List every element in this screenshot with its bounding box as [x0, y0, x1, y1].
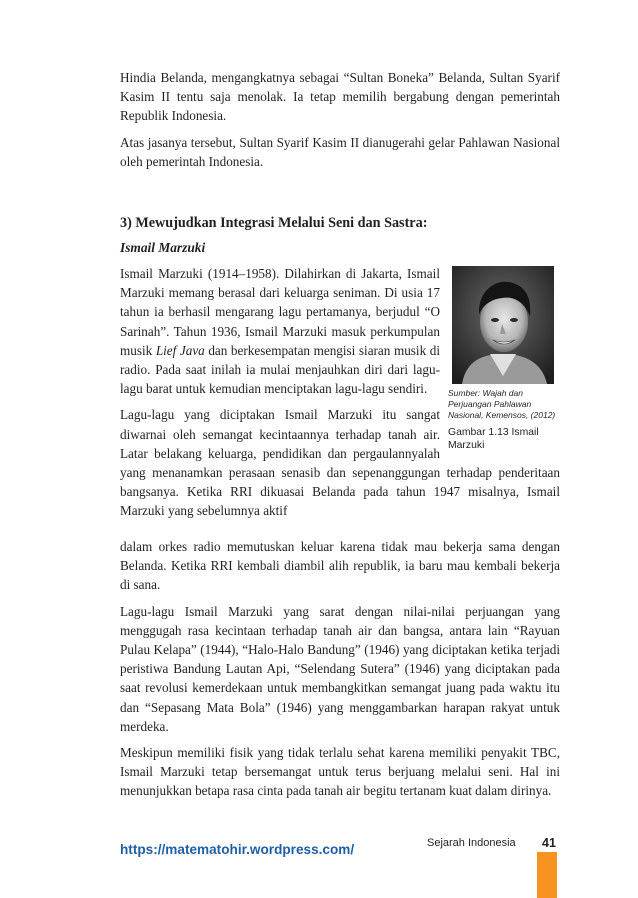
- figure-title-caption: Gambar 1.13 Ismail Marzuki: [448, 426, 539, 452]
- biography-block: [120, 264, 560, 521]
- portrait-figure: [448, 266, 560, 453]
- page-number: 41: [542, 836, 556, 850]
- closing-paragraph: Meskipun memiliki fisik yang tidak terlalu sehat karena memiliki penyakit TBC, Ismail Marzuki tetap bersemangat untuk terus berjuang melalui seni. Hal ini menunjukkan betapa rasa cinta pada tanah air begitu tertanam kuat dalam dirinya.: [120, 745, 560, 799]
- biography-paragraph-2-continued: dalam orkes radio memutuskan keluar karena tidak mau bekerja sama dengan Belanda. Ketika RRI kembali diambil alih republik, ia baru mau kembali bekerja di sana.: [120, 539, 560, 593]
- songs-paragraph: Lagu-lagu Ismail Marzuki yang sarat dengan nilai-nilai perjuangan yang menggugah rasa kecintaan terhadap tanah air dan bangsa, antara lain “Rayuan Pulau Kelapa” (1944), “Halo-Halo Bandung” (1946) yang diciptakan ketika terjadi peristiwa Bandung Lautan Api, “Selendang Sutera” (1946) yang diciptakan pada saat revolusi kemerdekaan untuk membangkitkan semangat juang pada waktu itu dan “Sepasang Mata Bola” (1946) yang menggambarkan harapan rakyat untuk merdeka.: [120, 603, 560, 734]
- biography-paragraph-1-text: Ismail Marzuki (1914–1958). Dilahirkan di Jakarta, Ismail Marzuki memang berasal dari keluarga seniman. Di usia 17 tahun ia berhasil mengarang lagu pertamanya, berjudul “O Sarinah”. Tahun 1936, Ismail Marzuki masuk perkumpulan musik: [120, 266, 440, 358]
- intro-paragraph-2: Atas jasanya tersebut, Sultan Syarif Kasim II dianugerahi gelar Pahlawan Nasional oleh pemerintah Indonesia.: [120, 134, 560, 169]
- footer-url-link[interactable]: https://matematohir.wordpress.com/: [120, 842, 355, 857]
- figure-source-caption: Sumber: Wajah dan Perjuangan Pahlawan Nasional, Kemensos, (2012): [448, 388, 556, 421]
- footer-book-title: Sejarah Indonesia: [427, 837, 516, 849]
- biography-paragraph-1-end: dan berkesempatan mengisi siaran musik di radio. Pada saat inilah ia mulai menjauhkan diri dari lagu-lagu barat untuk kemudian menciptakan lagu-lagu sendiri.: [120, 342, 440, 397]
- portrait-photo: [452, 266, 554, 384]
- section-heading: 3) Mewujudkan Integrasi Melalui Seni dan Sastra:: [120, 215, 428, 231]
- lower-text-block: [120, 537, 560, 801]
- portrait-image: [452, 266, 554, 384]
- intro-paragraph-1: Hindia Belanda, mengangkatnya sebagai “Sultan Boneka” Belanda, Sultan Syarif Kasim II tentu saja menolak. Ia tetap memilih bergabung dengan pemerintah Republik Indonesia.: [120, 70, 560, 124]
- band-name: Lief Java: [155, 342, 205, 358]
- section-subheading: Ismail Marzuki: [120, 240, 206, 255]
- orange-page-tab: [537, 852, 557, 898]
- biography-paragraph-2: Lagu-lagu yang diciptakan Ismail Marzuki itu sangat diwarnai oleh semangat kecintaannya terhadap tanah air. Latar belakang keluarga, pendidikan dan pergaulannyalah yang menanamkan perasaan senasib dan sepenanggungan terhadap penderitaan bangsanya. Ketika RRI dikuasai Belanda pada tahun 1947 misalnya, Ismail Marzuki yang sebelumnya aktif: [120, 407, 560, 519]
- intro-block: [120, 68, 560, 171]
